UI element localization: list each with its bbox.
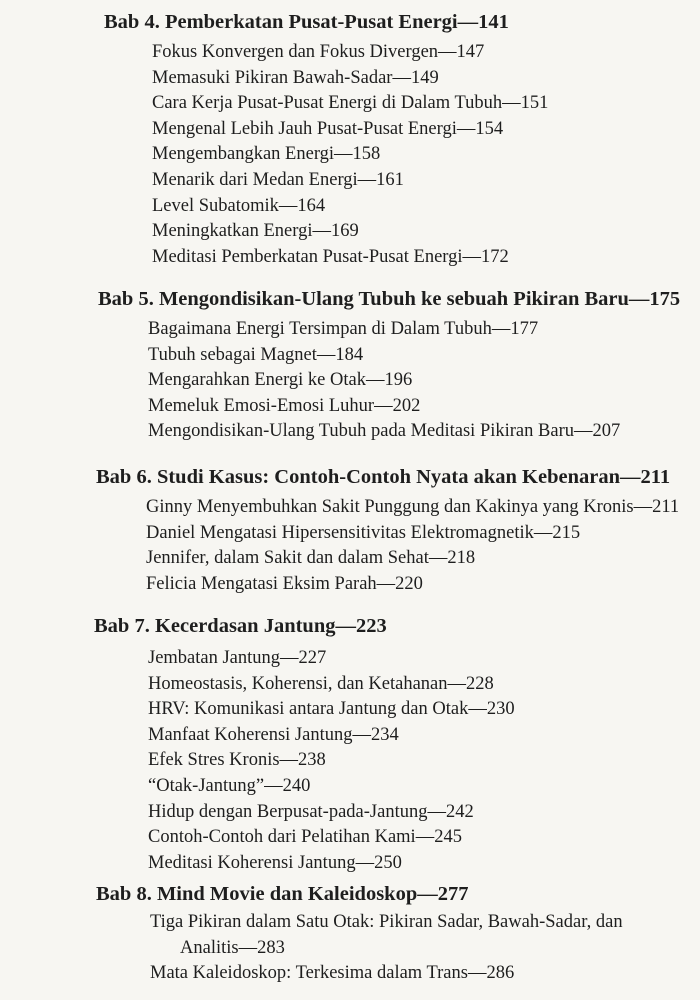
toc-entry: Mata Kaleidoskop: Terkesima dalam Trans—286 [150, 963, 515, 984]
chapter-title: Bab 5. Mengondisikan-Ulang Tubuh ke sebuah Pikiran Baru—175 [98, 288, 681, 310]
chapter-entries [150, 910, 690, 987]
chapter-title: Bab 8. Mind Movie dan Kaleidoskop—277 [96, 883, 469, 905]
toc-entry: Meningkatkan Energi—169 [152, 221, 359, 242]
toc-entry: Hidup dengan Berpusat-pada-Jantung—242 [148, 801, 474, 822]
toc-entry: Tubuh sebagai Magnet—184 [148, 344, 364, 365]
chapter-title: Bab 6. Studi Kasus: Contoh-Contoh Nyata akan Kebenaran—211 [96, 466, 671, 488]
chapter-7 [94, 612, 515, 876]
toc-entry: Meditasi Pemberkatan Pusat-Pusat Energi—172 [152, 246, 509, 267]
chapter-entries [148, 646, 515, 876]
toc-entry: Homeostasis, Koherensi, dan Ketahanan—228 [148, 673, 494, 694]
chapter-4 [104, 8, 548, 270]
toc-entry: Felicia Mengatasi Eksim Parah—220 [146, 573, 423, 594]
toc-entry: Mengarahkan Energi ke Otak—196 [148, 370, 413, 391]
toc-entry: Meditasi Koherensi Jantung—250 [148, 852, 402, 873]
toc-entry: Bagaimana Energi Tersimpan di Dalam Tubuh—177 [148, 319, 539, 339]
toc-entry: “Otak-Jantung”—240 [148, 775, 311, 796]
toc-entry: Jembatan Jantung—227 [148, 648, 327, 668]
toc-entry: Menarik dari Medan Energi—161 [152, 169, 404, 190]
toc-entry-continuation: Analitis—283 [180, 937, 285, 958]
toc-entry: Manfaat Koherensi Jantung—234 [148, 724, 399, 745]
toc-entry: Fokus Konvergen dan Fokus Divergen—147 [152, 42, 485, 62]
chapter-entries [148, 317, 680, 445]
toc-entry: Cara Kerja Pusat-Pusat Energi di Dalam Tubuh—151 [152, 93, 549, 114]
chapter-title: Bab 7. Kecerdasan Jantung—223 [94, 615, 387, 637]
toc-entry: Jennifer, dalam Sakit dan dalam Sehat—218 [146, 548, 476, 569]
chapter-8 [96, 880, 690, 987]
toc-entry: Contoh-Contoh dari Pelatihan Kami—245 [148, 827, 462, 848]
toc-entry [150, 910, 690, 961]
toc-entry: Memeluk Emosi-Emosi Luhur—202 [148, 395, 421, 416]
toc-entry: Efek Stres Kronis—238 [148, 750, 326, 771]
toc-entry: Ginny Menyembuhkan Sakit Punggung dan Kakinya yang Kronis—211 [146, 497, 680, 517]
toc-entry-line: Tiga Pikiran dalam Satu Otak: Pikiran Sadar, Bawah-Sadar, dan [150, 912, 623, 932]
chapter-5 [98, 285, 680, 445]
chapter-entries [152, 40, 548, 270]
toc-entry: Daniel Mengatasi Hipersensitivitas Elektromagnetik—215 [146, 522, 581, 543]
chapter-6 [96, 463, 679, 597]
toc-entry: Level Subatomik—164 [152, 195, 326, 216]
toc-entry: Memasuki Pikiran Bawah-Sadar—149 [152, 67, 439, 88]
chapter-title: Bab 4. Pemberkatan Pusat-Pusat Energi—141 [104, 11, 509, 33]
toc-entry: Mengenal Lebih Jauh Pusat-Pusat Energi—154 [152, 118, 504, 139]
toc-entry: Mengembangkan Energi—158 [152, 144, 381, 165]
chapter-entries [146, 495, 679, 597]
toc-entry: HRV: Komunikasi antara Jantung dan Otak—230 [148, 699, 515, 720]
toc-entry: Mengondisikan-Ulang Tubuh pada Meditasi Pikiran Baru—207 [148, 421, 621, 442]
